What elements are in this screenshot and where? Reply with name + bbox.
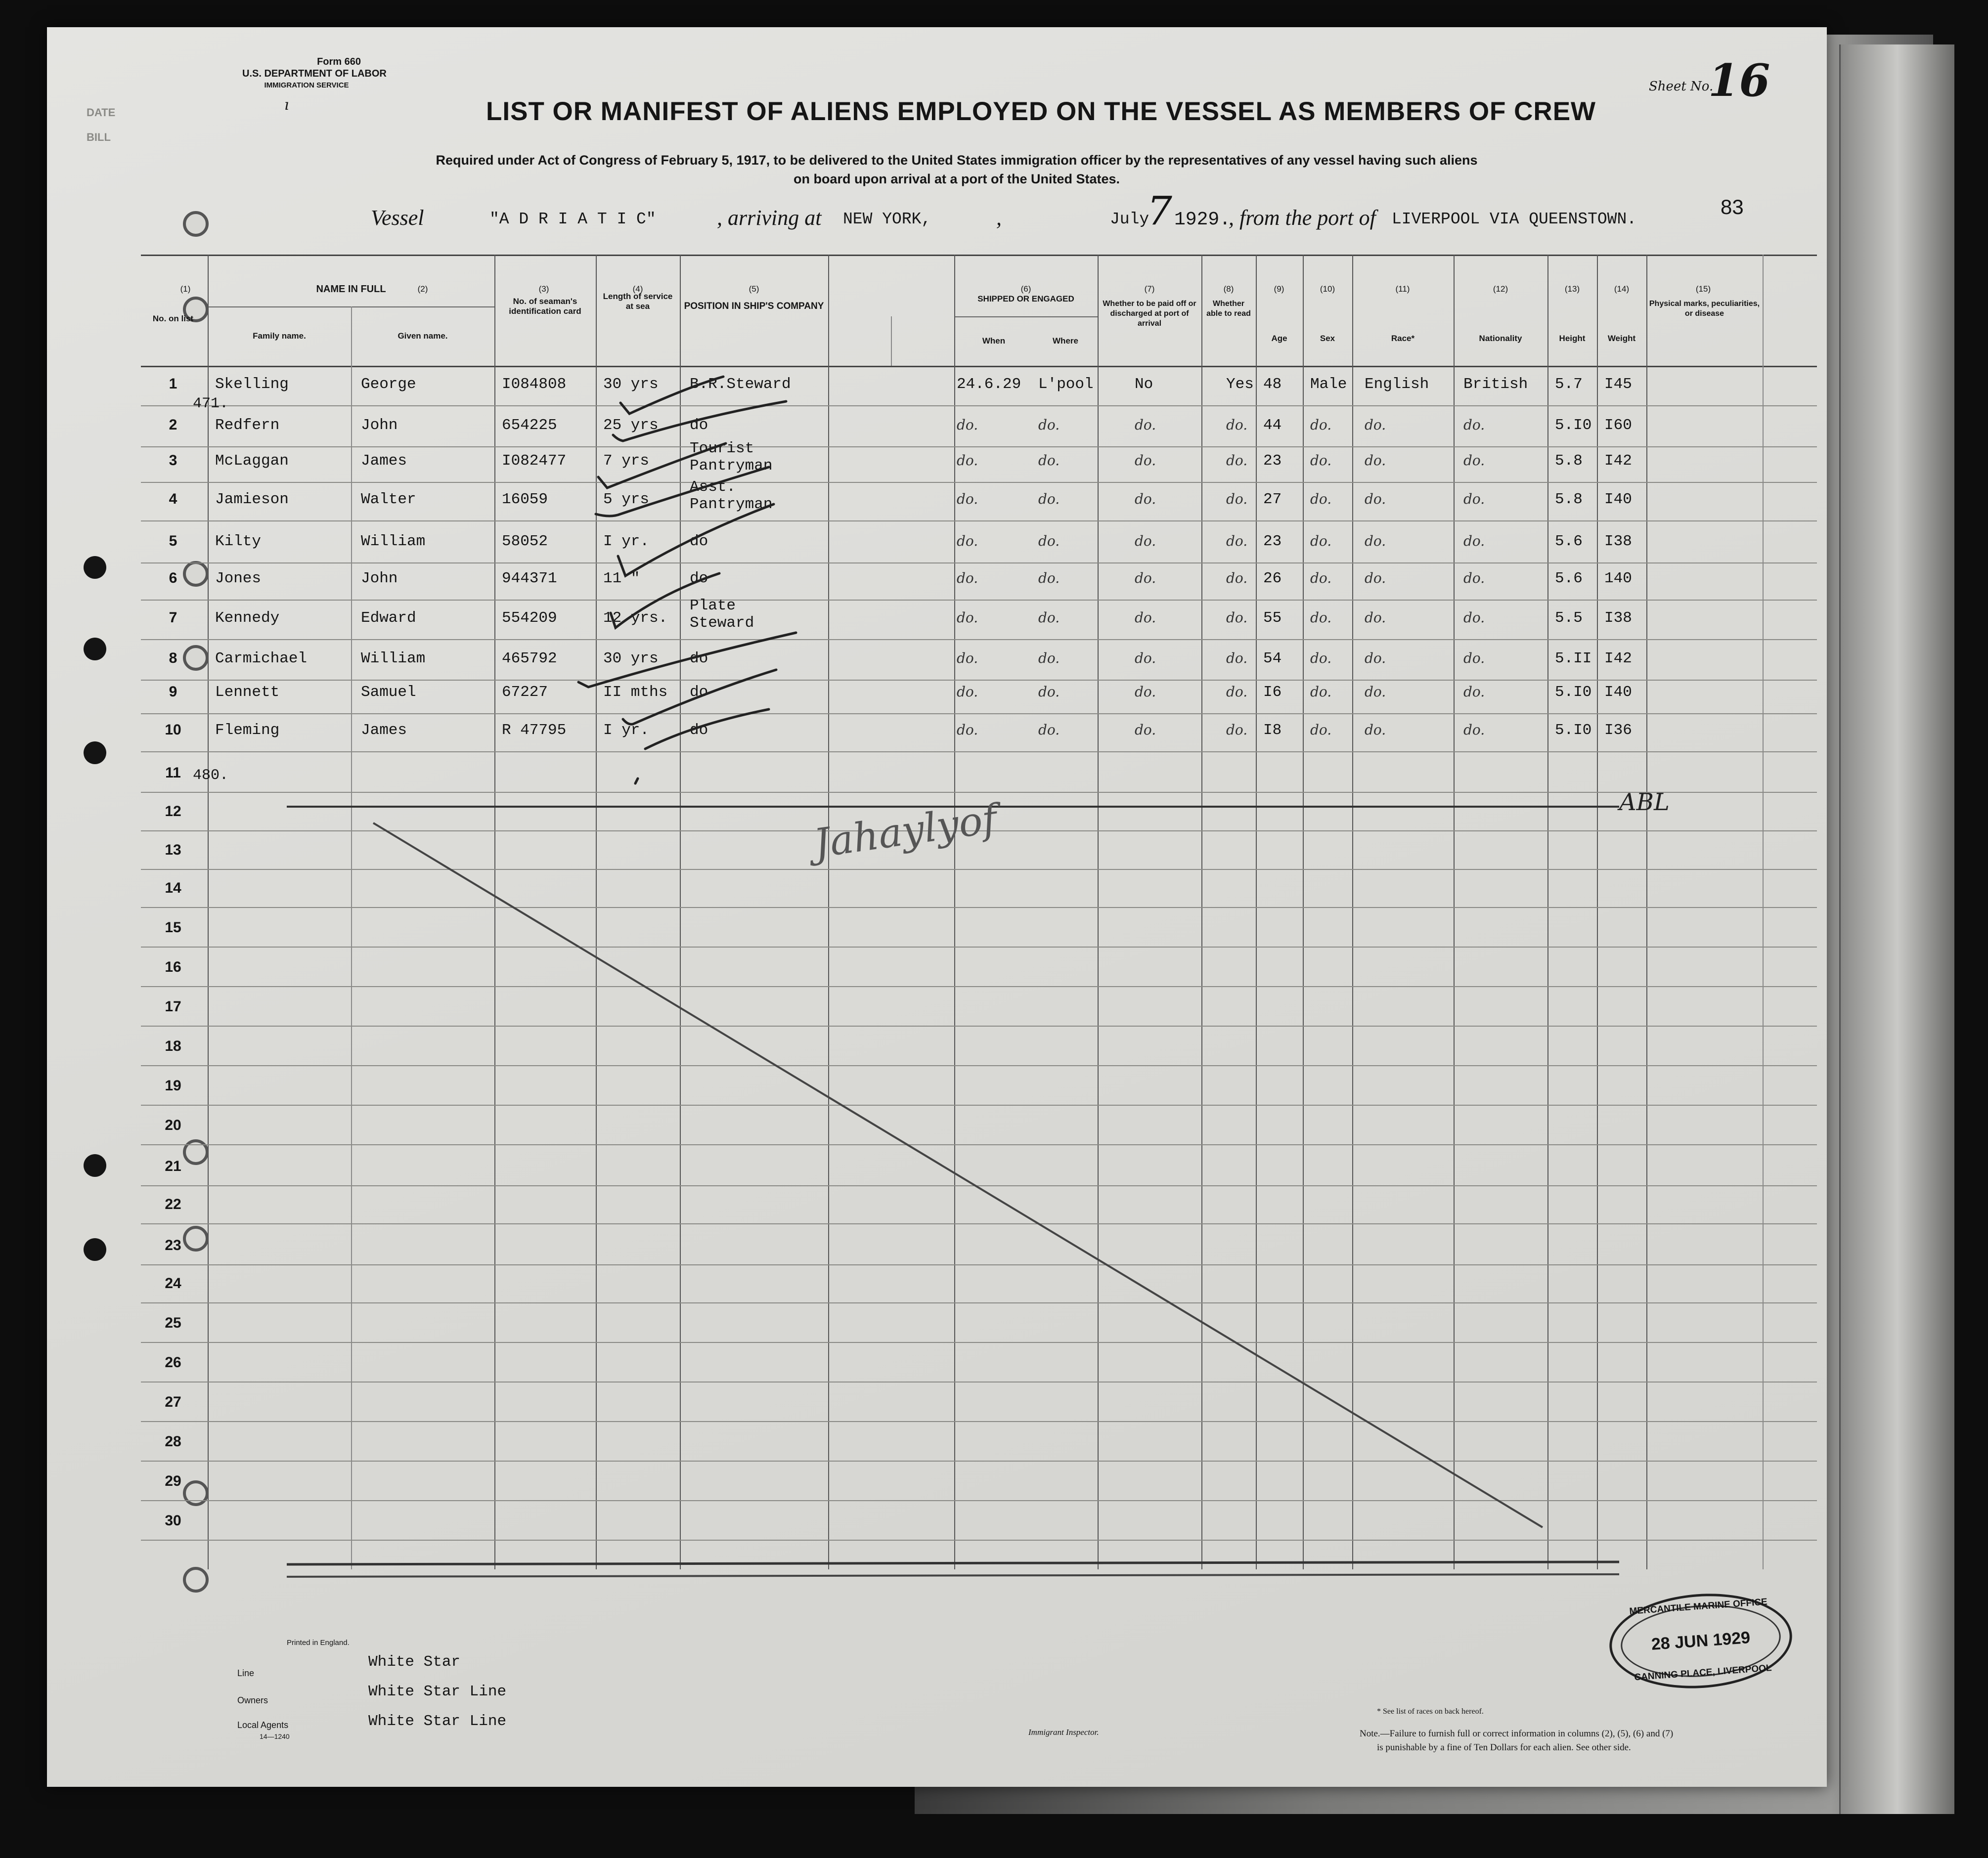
- cell-given: John: [361, 570, 398, 587]
- cell-age: I8: [1263, 722, 1282, 739]
- col-num: (11): [1395, 284, 1410, 294]
- cell-when: do.: [957, 491, 978, 507]
- initials: ABL: [1619, 788, 1670, 816]
- row-number: 15: [165, 919, 181, 936]
- departure-port: LIVERPOOL VIA QUEENSTOWN.: [1392, 210, 1637, 228]
- cell-family: Fleming: [215, 722, 280, 739]
- cell-position: Plate: [690, 597, 736, 614]
- cell-paid: do.: [1135, 609, 1156, 626]
- col-num: (1): [180, 284, 191, 294]
- col-num: (5): [749, 284, 759, 294]
- department-name: U.S. DEPARTMENT OF LABOR: [242, 68, 387, 79]
- cell-position-line2: Steward: [690, 614, 754, 632]
- cell-length: 12 yrs.: [603, 609, 668, 627]
- col-num: (2): [417, 284, 428, 294]
- cell-when: do.: [957, 684, 978, 700]
- cell-where: do.: [1038, 609, 1060, 626]
- header-nationality: Nationality: [1479, 334, 1522, 343]
- cell-age: 54: [1263, 650, 1282, 667]
- cell-length: 30 yrs: [603, 650, 659, 667]
- cell-paid: No: [1135, 376, 1153, 393]
- cell-when: do.: [957, 650, 978, 666]
- cell-race: English: [1365, 376, 1429, 393]
- check-mark: [596, 467, 769, 516]
- cell-race: do.: [1365, 491, 1386, 507]
- check-mark: [613, 401, 786, 441]
- cell-when: do.: [957, 570, 978, 586]
- agents-label: Local Agents: [237, 1720, 289, 1730]
- cell-nat: do.: [1463, 417, 1485, 433]
- header-paid-off: Whether to be paid off or discharged at port of arrival: [1103, 300, 1196, 328]
- row-number: 29: [165, 1473, 181, 1489]
- cell-height: 5.8: [1555, 491, 1583, 508]
- cell-length: II mths: [603, 684, 668, 701]
- cell-sex: do.: [1310, 609, 1332, 626]
- closing-line: [287, 1562, 1619, 1564]
- cell-read: do.: [1226, 722, 1248, 738]
- cell-length: I yr.: [603, 533, 650, 550]
- cell-given: Samuel: [361, 684, 416, 701]
- cell-race: do.: [1365, 684, 1386, 700]
- cell-family: Carmichael: [215, 650, 308, 667]
- header-name-in-full: NAME IN FULL: [316, 284, 386, 295]
- row-number: 26: [165, 1354, 181, 1371]
- page-title: LIST OR MANIFEST OF ALIENS EMPLOYED ON THE VESSEL AS MEMBERS OF CREW: [486, 97, 1596, 126]
- cell-sex: do.: [1310, 491, 1332, 507]
- cell-paid: do.: [1135, 570, 1156, 586]
- check-mark: [611, 573, 719, 628]
- cell-weight: 140: [1604, 570, 1632, 587]
- check-mark: [623, 670, 776, 724]
- cell-length: 25 yrs: [603, 417, 659, 434]
- row-number: 13: [165, 842, 181, 858]
- cell-family: Jamieson: [215, 491, 289, 508]
- cell-age: 23: [1263, 533, 1282, 550]
- header-physical: Physical marks, peculiarities, or disease: [1649, 300, 1760, 318]
- check-mark: [635, 778, 638, 783]
- cell-position: do: [690, 650, 708, 667]
- cell-read: do.: [1226, 609, 1248, 626]
- header-family-name: Family name.: [253, 331, 306, 341]
- cell-weight: I38: [1604, 609, 1632, 627]
- cell-paid: do.: [1135, 491, 1156, 507]
- row-number: 16: [165, 959, 181, 975]
- cell-where: do.: [1038, 650, 1060, 666]
- cell-length: 30 yrs: [603, 376, 659, 393]
- cell-when: do.: [957, 609, 978, 626]
- cell-no: 3: [169, 452, 177, 469]
- cell-length: 5 yrs: [603, 491, 650, 508]
- row-number: 18: [165, 1038, 181, 1054]
- cell-weight: I38: [1604, 533, 1632, 550]
- header-given-name: Given name.: [398, 331, 448, 341]
- subtitle-line-2: on board upon arrival at a port of the United States.: [793, 172, 1120, 186]
- margin-ref-first: 471.: [193, 395, 229, 412]
- cell-card: 944371: [502, 570, 557, 587]
- cell-given: William: [361, 650, 426, 667]
- cell-sex: do.: [1310, 417, 1332, 433]
- cell-no: 7: [169, 609, 177, 626]
- cell-where: do.: [1038, 452, 1060, 469]
- pencil-marks: [47, 27, 1827, 1787]
- header-age: Age: [1271, 334, 1287, 343]
- cell-no: 10: [165, 722, 181, 738]
- cell-race: do.: [1365, 650, 1386, 666]
- manifest-page: [47, 27, 1827, 1787]
- cell-length: I yr.: [603, 722, 650, 739]
- cell-where: do.: [1038, 533, 1060, 549]
- cell-weight: I40: [1604, 684, 1632, 701]
- row-number: 25: [165, 1315, 181, 1331]
- check-mark: [620, 377, 723, 414]
- cell-weight: I36: [1604, 722, 1632, 739]
- penalty-note-1: Note.—Failure to furnish full or correct information in columns (2), (5), (6) and (7): [1360, 1728, 1674, 1739]
- cell-age: 48: [1263, 376, 1282, 393]
- cell-race: do.: [1365, 570, 1386, 586]
- cell-position: B.R.Steward: [690, 376, 791, 393]
- cell-when: do.: [957, 417, 978, 433]
- cell-height: 5.5: [1555, 609, 1583, 627]
- cell-no: 8: [169, 650, 177, 666]
- cancel-diagonal-line: [373, 823, 1543, 1527]
- agents-value: White Star Line: [368, 1713, 507, 1730]
- header-position: POSITION IN SHIP'S COMPANY: [684, 301, 824, 311]
- cell-where: do.: [1038, 417, 1060, 433]
- pencil-tick: ı: [284, 96, 289, 114]
- cell-read: do.: [1226, 533, 1248, 549]
- owners-label: Owners: [237, 1695, 268, 1705]
- cell-read: do.: [1226, 452, 1248, 469]
- cell-paid: do.: [1135, 684, 1156, 700]
- cell-no: 1: [169, 376, 177, 392]
- comma: ,: [996, 206, 1002, 230]
- col-num: (14): [1614, 284, 1630, 294]
- header-able-read: Whether able to read: [1206, 300, 1251, 318]
- cell-given: William: [361, 533, 426, 550]
- cell-read: Yes: [1226, 376, 1254, 393]
- sheet-label: Sheet No.: [1649, 79, 1714, 94]
- header-where: Where: [1053, 336, 1078, 346]
- row-number: 19: [165, 1078, 181, 1094]
- cell-position: do: [690, 570, 708, 587]
- margin-mark-date: DATE: [87, 106, 116, 119]
- cell-no: 2: [169, 417, 177, 433]
- col-num: (3): [538, 284, 549, 294]
- row-number: 24: [165, 1275, 181, 1292]
- check-mark: [578, 633, 796, 687]
- check-mark: [618, 504, 774, 576]
- cell-sex: do.: [1310, 570, 1332, 586]
- cell-when: do.: [957, 533, 978, 549]
- penalty-note-2: is punishable by a fine of Ten Dollars for each alien. See other side.: [1377, 1742, 1631, 1753]
- cell-no: 9: [169, 684, 177, 700]
- header-height: Height: [1559, 334, 1586, 343]
- cell-sex: do.: [1310, 650, 1332, 666]
- margin-ref-last: 480.: [193, 767, 229, 784]
- col-num: (8): [1223, 284, 1234, 294]
- cell-card: 554209: [502, 609, 557, 627]
- cell-height: 5.7: [1555, 376, 1583, 393]
- sheet-number: 16: [1708, 54, 1770, 107]
- arrival-day: 7: [1147, 188, 1172, 234]
- margin-mark-bill: BILL: [87, 131, 111, 143]
- cell-family: Skelling: [215, 376, 289, 393]
- cell-card: 16059: [502, 491, 548, 508]
- row-number: 27: [165, 1394, 181, 1410]
- subtitle-line-1: Required under Act of Congress of February 5, 1917, to be delivered to the United States immigration officer by the representatives of any vessel having such aliens: [436, 153, 1478, 168]
- row-number: 12: [165, 803, 181, 820]
- col-num: (10): [1320, 284, 1335, 294]
- cell-position-line2: Pantryman: [690, 457, 773, 475]
- header-id-card: No. of seaman's identification card: [509, 297, 581, 316]
- row-number: 30: [165, 1512, 181, 1529]
- col-num: (6): [1020, 284, 1031, 294]
- cell-where: do.: [1038, 570, 1060, 586]
- cell-no: 5: [169, 533, 177, 549]
- cell-age: 26: [1263, 570, 1282, 587]
- cell-position: Tourist: [690, 440, 754, 457]
- col-num: (7): [1144, 284, 1155, 294]
- cell-position: Asst.: [690, 478, 736, 496]
- page-stack-edge: [1839, 44, 1954, 1814]
- cell-given: Edward: [361, 609, 416, 627]
- cell-paid: do.: [1135, 417, 1156, 433]
- row-number: 17: [165, 998, 181, 1015]
- cell-paid: do.: [1135, 452, 1156, 469]
- race-note: * See list of races on back hereof.: [1377, 1707, 1484, 1716]
- cell-position: do: [690, 533, 708, 550]
- cell-family: Kilty: [215, 533, 262, 550]
- cell-no: 4: [169, 491, 177, 507]
- cell-given: John: [361, 417, 398, 434]
- cell-nat: do.: [1463, 609, 1485, 626]
- cell-race: do.: [1365, 609, 1386, 626]
- cell-height: 5.6: [1555, 570, 1583, 587]
- cell-race: do.: [1365, 452, 1386, 469]
- inspector-signature: Jahaylyof: [811, 795, 1000, 867]
- cell-where: do.: [1038, 491, 1060, 507]
- cell-race: do.: [1365, 533, 1386, 549]
- cell-card: 58052: [502, 533, 548, 550]
- cell-where: L'pool: [1038, 376, 1094, 393]
- cell-where: do.: [1038, 684, 1060, 700]
- cell-sex: do.: [1310, 722, 1332, 738]
- check-mark: [598, 443, 726, 488]
- cell-when: do.: [957, 452, 978, 469]
- cell-card: I082477: [502, 452, 567, 470]
- row-number: 22: [165, 1196, 181, 1212]
- cell-paid: do.: [1135, 533, 1156, 549]
- cell-read: do.: [1226, 491, 1248, 507]
- cell-age: 23: [1263, 452, 1282, 470]
- cell-family: Kennedy: [215, 609, 280, 627]
- cell-position: do: [690, 417, 708, 434]
- row-number: 21: [165, 1158, 181, 1174]
- cell-paid: do.: [1135, 650, 1156, 666]
- col-num: (12): [1493, 284, 1508, 294]
- cell-age: I6: [1263, 684, 1282, 701]
- cell-sex: do.: [1310, 533, 1332, 549]
- agents-code: 14—1240: [260, 1732, 290, 1740]
- stamp-date: 28 JUN 1929: [1650, 1628, 1751, 1654]
- cell-height: 5.II: [1555, 650, 1592, 667]
- row-number: 23: [165, 1237, 181, 1253]
- cell-read: do.: [1226, 417, 1248, 433]
- cell-height: 5.I0: [1555, 417, 1592, 434]
- cell-read: do.: [1226, 570, 1248, 586]
- service-name: IMMIGRATION SERVICE: [264, 81, 349, 89]
- cell-read: do.: [1226, 650, 1248, 666]
- col-num: (9): [1274, 284, 1284, 294]
- owners-value: White Star Line: [368, 1683, 507, 1700]
- arrival-year: 1929.: [1174, 209, 1231, 230]
- cell-nat: do.: [1463, 533, 1485, 549]
- cell-family: Jones: [215, 570, 262, 587]
- cell-nat: do.: [1463, 491, 1485, 507]
- cell-length: 11 ": [603, 570, 640, 587]
- col-num: (13): [1564, 284, 1580, 294]
- cell-weight: I42: [1604, 650, 1632, 667]
- arrival-month: July: [1110, 210, 1149, 228]
- col-num: (15): [1695, 284, 1711, 294]
- stamp-top-text: MERCANTILE MARINE OFFICE: [1629, 1597, 1768, 1617]
- cell-paid: do.: [1135, 722, 1156, 738]
- cell-position: do: [690, 722, 708, 739]
- cell-age: 55: [1263, 609, 1282, 627]
- cell-race: do.: [1365, 722, 1386, 738]
- cell-weight: I45: [1604, 376, 1632, 393]
- cell-nat: British: [1463, 376, 1528, 393]
- cell-position: do: [690, 684, 708, 701]
- vessel-name: "A D R I A T I C": [489, 210, 656, 228]
- cell-position-line2: Pantryman: [690, 496, 773, 513]
- header-no-on-list: No. on list: [152, 314, 194, 323]
- cell-sex: Male: [1310, 376, 1347, 393]
- cell-given: James: [361, 722, 407, 739]
- cell-weight: I42: [1604, 452, 1632, 470]
- row-number: 28: [165, 1433, 181, 1450]
- arriving-label: , arriving at: [717, 206, 822, 230]
- check-mark: [645, 709, 769, 749]
- cell-height: 5.8: [1555, 452, 1583, 470]
- cell-where: do.: [1038, 722, 1060, 738]
- closing-line: [287, 1574, 1619, 1577]
- col-num: (4): [632, 284, 643, 294]
- cell-height: 5.6: [1555, 533, 1583, 550]
- cell-card: 654225: [502, 417, 557, 434]
- cell-race: do.: [1365, 417, 1386, 433]
- header-weight: Weight: [1607, 334, 1636, 343]
- line-value: White Star: [368, 1653, 461, 1671]
- cell-nat: do.: [1463, 722, 1485, 738]
- cell-card: I084808: [502, 376, 567, 393]
- header-service-length: Length of service at sea: [603, 292, 673, 311]
- row-number: 11: [165, 765, 181, 781]
- cell-card: 465792: [502, 650, 557, 667]
- form-number: Form 660: [317, 56, 361, 67]
- inspector-label: Immigrant Inspector.: [1028, 1728, 1099, 1737]
- cell-given: James: [361, 452, 407, 470]
- page-mark: 83: [1721, 195, 1744, 218]
- cell-weight: I60: [1604, 417, 1632, 434]
- cell-height: 5.I0: [1555, 684, 1592, 701]
- cell-family: Redfern: [215, 417, 280, 434]
- cell-when: do.: [957, 722, 978, 738]
- cell-weight: I40: [1604, 491, 1632, 508]
- row-number: 14: [165, 880, 181, 896]
- header-sex: Sex: [1320, 334, 1335, 343]
- cell-sex: do.: [1310, 452, 1332, 469]
- vessel-label: Vessel: [371, 206, 424, 230]
- cell-nat: do.: [1463, 452, 1485, 469]
- cell-age: 44: [1263, 417, 1282, 434]
- cell-length: 7 yrs: [603, 452, 650, 470]
- row-number: 20: [165, 1117, 181, 1133]
- cell-when: 24.6.29: [957, 376, 1021, 393]
- cell-family: McLaggan: [215, 452, 289, 470]
- cell-given: Walter: [361, 491, 416, 508]
- header-shipped: SHIPPED OR ENGAGED: [977, 294, 1074, 303]
- cell-sex: do.: [1310, 684, 1332, 700]
- printed-in: Printed in England.: [287, 1639, 350, 1647]
- cell-card: 67227: [502, 684, 548, 701]
- cell-nat: do.: [1463, 570, 1485, 586]
- from-port-label: , from the port of: [1229, 206, 1376, 230]
- arrival-port: NEW YORK,: [843, 210, 931, 228]
- cell-age: 27: [1263, 491, 1282, 508]
- cell-no: 6: [169, 570, 177, 586]
- header-when: When: [982, 336, 1006, 346]
- cell-nat: do.: [1463, 650, 1485, 666]
- stamp-bottom-text: CANNING PLACE, LIVERPOOL: [1634, 1663, 1772, 1683]
- cell-nat: do.: [1463, 684, 1485, 700]
- cell-family: Lennett: [215, 684, 280, 701]
- line-label: Line: [237, 1668, 255, 1678]
- cell-given: George: [361, 376, 416, 393]
- cell-read: do.: [1226, 684, 1248, 700]
- header-race: Race*: [1391, 334, 1415, 343]
- cell-card: R 47795: [502, 722, 567, 739]
- cell-height: 5.I0: [1555, 722, 1592, 739]
